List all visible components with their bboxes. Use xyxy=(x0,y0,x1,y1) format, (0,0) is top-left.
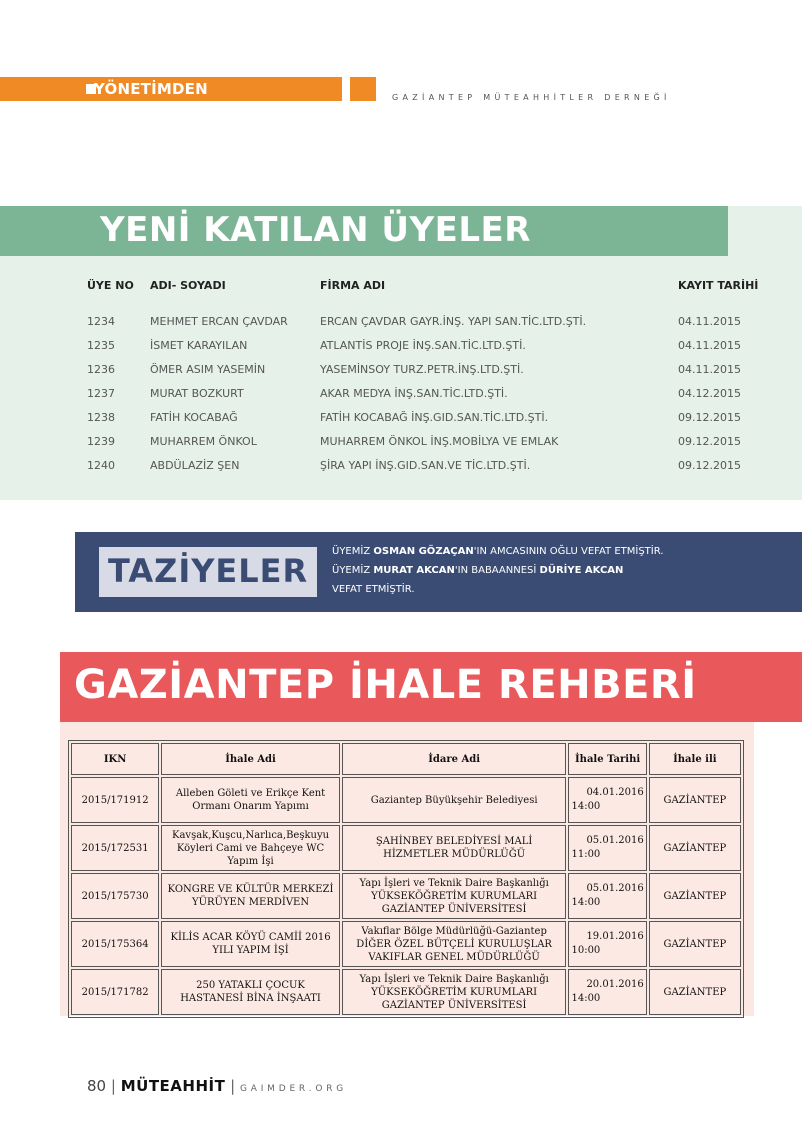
member-no: 1235 xyxy=(87,339,115,352)
member-no: 1240 xyxy=(87,459,115,472)
cell-tender-date xyxy=(568,969,646,1015)
member-firm: ŞİRA YAPI İNŞ.GID.SAN.VE TİC.LTD.ŞTİ. xyxy=(320,459,531,472)
member-registration-date: 04.12.2015 xyxy=(678,387,741,400)
table-row xyxy=(71,873,741,919)
member-name: MEHMET ERCAN ÇAVDAR xyxy=(150,315,288,328)
member-firm: ATLANTİS PROJE İNŞ.SAN.TİC.LTD.ŞTİ. xyxy=(320,339,526,352)
tender-time: 14:00 xyxy=(571,897,601,908)
cell-ikn: 2015/175364 xyxy=(71,921,159,967)
tender-date: 19.01.2016 xyxy=(586,931,644,942)
column-header-date: KAYIT TARİHİ xyxy=(678,279,759,292)
tender-date: 05.01.2016 xyxy=(586,883,644,894)
tender-time: 14:00 xyxy=(571,801,601,812)
member-name: MUHARREM ÖNKOL xyxy=(150,435,257,448)
member-registration-date: 04.11.2015 xyxy=(678,315,741,328)
cell-tender-date xyxy=(568,825,646,871)
cell-tender-name: 250 YATAKLI ÇOCUK HASTANESİ BİNA İNŞAATI xyxy=(161,969,340,1015)
footer-divider: | xyxy=(110,1077,116,1095)
magazine-logo: MÜTEAHHİT xyxy=(120,1077,226,1095)
tender-guide-title: GAZİANTEP İHALE REHBERİ xyxy=(74,662,697,708)
table-row xyxy=(71,825,741,871)
header-tender-date: İhale Tarihi xyxy=(568,743,646,775)
header-province: İhale ili xyxy=(649,743,741,775)
header-administration: İdare Adi xyxy=(342,743,567,775)
member-name: FATİH KOCABAĞ xyxy=(150,411,238,424)
header-accent-block xyxy=(350,77,376,101)
tender-date: 05.01.2016 xyxy=(586,835,644,846)
cell-tender-name: Kavşak,Kuşcu,Narlıca,Beşkuyu Köyleri Cami ve Bahçeye WC Yapım İşi xyxy=(161,825,340,871)
column-header-member-no: ÜYE NO xyxy=(87,279,134,292)
new-members-title: YENİ KATILAN ÜYELER xyxy=(100,210,531,250)
cell-province: GAZİANTEP xyxy=(649,873,741,919)
website-url[interactable]: GAIMDER.ORG xyxy=(239,1084,348,1094)
footer xyxy=(87,1077,347,1095)
member-no: 1237 xyxy=(87,387,115,400)
member-firm: AKAR MEDYA İNŞ.SAN.TİC.LTD.ŞTİ. xyxy=(320,387,508,400)
condolence-message-3: VEFAT ETMİŞTİR. xyxy=(332,584,415,595)
member-registration-date: 09.12.2015 xyxy=(678,435,741,448)
cell-ikn: 2015/175730 xyxy=(71,873,159,919)
footer-divider: | xyxy=(230,1077,236,1095)
section-label: YÖNETİMDEN xyxy=(94,80,208,98)
member-name: İSMET KARAYILAN xyxy=(150,339,248,352)
tender-date: 20.01.2016 xyxy=(586,979,644,990)
deceased-name: DÜRİYE AKCAN xyxy=(539,565,624,576)
cell-tender-name: KİLİS ACAR KÖYÜ CAMİİ 2016 YILI YAPIM İŞİ xyxy=(161,921,340,967)
tender-time: 14:00 xyxy=(571,993,601,1004)
association-name: GAZİANTEP MÜTEAHHİTLER DERNEĞİ xyxy=(392,93,671,102)
column-header-firm: FİRMA ADI xyxy=(320,279,386,292)
member-name: ABDÜLAZİZ ŞEN xyxy=(150,459,240,472)
cell-administration: Gaziantep Büyükşehir Belediyesi xyxy=(342,777,567,823)
tender-time: 11:00 xyxy=(571,849,601,860)
member-firm: ERCAN ÇAVDAR GAYR.İNŞ. YAPI SAN.TİC.LTD.ŞTİ. xyxy=(320,315,587,328)
header-ikn: IKN xyxy=(71,743,159,775)
table-row xyxy=(71,969,741,1015)
tender-time: 10:00 xyxy=(571,945,601,956)
member-no: 1236 xyxy=(87,363,115,376)
cell-administration: ŞAHİNBEY BELEDİYESİ MALİ HİZMETLER MÜDÜRLÜĞÜ xyxy=(342,825,567,871)
member-name: MURAT AKCAN xyxy=(373,565,455,576)
cell-tender-date xyxy=(568,777,646,823)
table-row xyxy=(71,921,741,967)
member-registration-date: 04.11.2015 xyxy=(678,363,741,376)
cell-province: GAZİANTEP xyxy=(649,921,741,967)
member-firm: FATİH KOCABAĞ İNŞ.GID.SAN.TİC.LTD.ŞTİ. xyxy=(320,411,549,424)
cell-administration: Yapı İşleri ve Teknik Daire Başkanlığı YÜKSEKÖĞRETİM KURUMLARI GAZİANTEP ÜNİVERSİTESİ xyxy=(342,873,567,919)
member-no: 1239 xyxy=(87,435,115,448)
page-number: 80 xyxy=(87,1077,107,1095)
member-registration-date: 04.11.2015 xyxy=(678,339,741,352)
cell-ikn: 2015/171912 xyxy=(71,777,159,823)
cell-tender-date xyxy=(568,921,646,967)
cell-ikn: 2015/171782 xyxy=(71,969,159,1015)
cell-tender-name: Alleben Göleti ve Erikçe Kent Ormanı Onarım Yapımı xyxy=(161,777,340,823)
member-no: 1238 xyxy=(87,411,115,424)
tender-date: 04.01.2016 xyxy=(586,787,644,798)
member-name: ÖMER ASIM YASEMİN xyxy=(150,363,266,376)
member-firm: MUHARREM ÖNKOL İNŞ.MOBİLYA VE EMLAK xyxy=(320,435,559,448)
condolences-title: TAZİYELER xyxy=(108,552,309,590)
cell-administration: Vakıflar Bölge Müdürlüğü-Gaziantep DİĞER ÖZEL BÜTÇELİ KURULUŞLAR VAKIFLAR GENEL MÜDÜRLÜĞÜ xyxy=(342,921,567,967)
condolence-message-1: ÜYEMİZ OSMAN GÖZAÇAN'IN AMCASININ OĞLU VEFAT ETMİŞTİR. xyxy=(332,546,664,557)
cell-ikn: 2015/172531 xyxy=(71,825,159,871)
member-name: OSMAN GÖZAÇAN xyxy=(373,546,474,557)
member-firm: YASEMİNSOY TURZ.PETR.İNŞ.LTD.ŞTİ. xyxy=(320,363,524,376)
tender-table xyxy=(68,740,744,1018)
table-header-row xyxy=(71,743,741,775)
table-row xyxy=(71,777,741,823)
cell-province: GAZİANTEP xyxy=(649,969,741,1015)
member-no: 1234 xyxy=(87,315,115,328)
cell-tender-name: KONGRE VE KÜLTÜR MERKEZİ YÜRÜYEN MERDİVEN xyxy=(161,873,340,919)
cell-tender-date xyxy=(568,873,646,919)
cell-province: GAZİANTEP xyxy=(649,777,741,823)
condolence-message-2: ÜYEMİZ MURAT AKCAN'IN BABAANNESİ DÜRİYE AKCAN xyxy=(332,565,624,576)
column-header-name: ADI- SOYADI xyxy=(150,279,226,292)
member-registration-date: 09.12.2015 xyxy=(678,411,741,424)
member-registration-date: 09.12.2015 xyxy=(678,459,741,472)
cell-province: GAZİANTEP xyxy=(649,825,741,871)
member-name: MURAT BOZKURT xyxy=(150,387,244,400)
header-tender-name: İhale Adi xyxy=(161,743,340,775)
cell-administration: Yapı İşleri ve Teknik Daire Başkanlığı YÜKSEKÖĞRETİM KURUMLARI GAZİANTEP ÜNİVERSİTESİ xyxy=(342,969,567,1015)
